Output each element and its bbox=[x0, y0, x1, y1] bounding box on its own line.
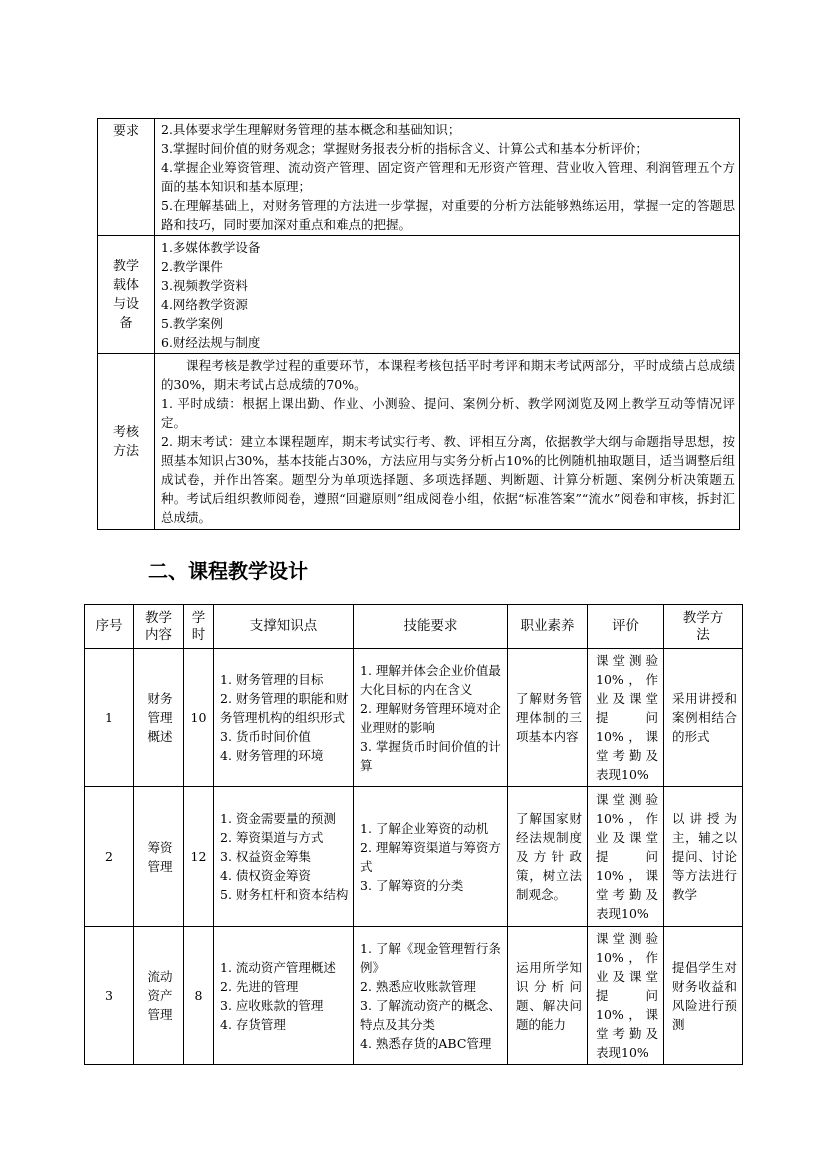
text-line: 2.教学课件 bbox=[161, 258, 223, 274]
row-skills bbox=[354, 927, 508, 1065]
knowledge-item: 1. 流动资产管理概述 bbox=[220, 959, 336, 975]
row-content: 财务管理概述 bbox=[134, 649, 184, 787]
text-line: 5.在理解基础上，对财务管理的方法进一步掌握，对重要的分析方法能够熟练运用，掌握一定的答题思路和技巧，同时要加深对重点和难点的把握。 bbox=[161, 198, 735, 232]
row-no: 3 bbox=[85, 927, 134, 1065]
row-label-assessment: 考核方法 bbox=[98, 354, 155, 530]
text-line: 1.多媒体教学设备 bbox=[161, 239, 261, 255]
row-label-requirements: 要求 bbox=[98, 119, 155, 236]
row-content: 筹资管理 bbox=[134, 787, 184, 927]
row-evaluation: 课堂测验10%，作业及课堂提问10%，课堂考勤及表现10% bbox=[588, 787, 664, 927]
header-evaluation: 评价 bbox=[588, 605, 664, 649]
text-line: 4.网络教学资源 bbox=[161, 296, 248, 312]
text-paragraph: 2. 期末考试：建立本课程题库，期末考试实行考、教、评相互分离，依据教学大纲与命题指导思想，按照基本知识占30%，基本技能占30%，方法应用与实务分析占10%的比例随机抽取题目，适当调整后组成试卷，并作出答案。题型分为单项选择题、多项选择题、判断题、计算分析题、案例分析决策题五种。考试后组织教师阅卷，遵照“回避原则”组成阅卷小组，依据“标准答案”“流水”阅卷和审核，拆封汇总成绩。 bbox=[161, 434, 735, 525]
row-evaluation: 课堂测验10%，作业及课堂提问10%，课堂考勤及表现10% bbox=[588, 927, 664, 1065]
skill-item: 1. 了解企业筹资的动机 bbox=[360, 820, 489, 836]
row-quality: 了解国家财经法规制度及方针政策，树立法制观念。 bbox=[508, 787, 588, 927]
row-knowledge bbox=[214, 649, 354, 787]
row-knowledge bbox=[214, 927, 354, 1065]
row-quality: 运用所学知识分析问题、解决问题的能力 bbox=[508, 927, 588, 1065]
text-line: 6.财经法规与制度 bbox=[161, 334, 261, 350]
text-paragraph: 1. 平时成绩：根据上课出勤、作业、小测验、提问、案例分析、教学网浏览及网上教学互动等情况评定。 bbox=[161, 396, 735, 430]
knowledge-item: 2. 先进的管理 bbox=[220, 978, 299, 994]
knowledge-item: 3. 权益资金筹集 bbox=[220, 849, 311, 864]
row-method: 以讲授为主，辅之以提问、讨论等方法进行教学 bbox=[664, 787, 743, 927]
course-design-table bbox=[84, 604, 743, 1065]
table-row bbox=[98, 119, 740, 236]
row-no: 1 bbox=[85, 649, 134, 787]
row-skills bbox=[354, 649, 508, 787]
row-method: 提倡学生对财务收益和风险进行预测 bbox=[664, 927, 743, 1065]
row-skills bbox=[354, 787, 508, 927]
row-quality: 了解财务管理体制的三项基本内容 bbox=[508, 649, 588, 787]
skill-item: 3. 了解流动资产的概念、特点及其分类 bbox=[360, 997, 501, 1032]
header-hours: 学时 bbox=[184, 605, 214, 649]
knowledge-item: 3. 应收账款的管理 bbox=[220, 997, 324, 1013]
header-quality: 职业素养 bbox=[508, 605, 588, 649]
row-hours: 8 bbox=[184, 927, 214, 1065]
text-line: 4.掌握企业筹资管理、流动资产管理、固定资产管理和无形资产管理、营业收入管理、利润管理五个方面的基本知识和基本原理； bbox=[161, 160, 735, 194]
table-row bbox=[85, 649, 743, 787]
skill-item: 1. 理解并体会企业价值最大化目标的内在含义 bbox=[360, 662, 501, 697]
skill-item: 2. 理解财务管理环境对企业理财的影响 bbox=[360, 700, 501, 735]
knowledge-item: 4. 存货管理 bbox=[220, 1016, 286, 1032]
table-row bbox=[98, 236, 740, 354]
row-method: 采用讲授和案例相结合的形式 bbox=[664, 649, 743, 787]
header-method: 教学方法 bbox=[664, 605, 743, 649]
knowledge-item: 3. 货币时间价值 bbox=[220, 729, 311, 744]
row-knowledge bbox=[214, 787, 354, 927]
header-content: 教学内容 bbox=[134, 605, 184, 649]
skill-item: 1. 了解《现金管理暂行条例》 bbox=[360, 940, 501, 975]
row-hours: 10 bbox=[184, 649, 214, 787]
knowledge-item: 1. 财务管理的目标 bbox=[220, 672, 324, 687]
teaching-media-content bbox=[155, 236, 740, 354]
knowledge-item: 4. 财务管理的环境 bbox=[220, 748, 324, 763]
row-evaluation: 课堂测验10%，作业及课堂提问10%，课堂考勤及表现10% bbox=[588, 649, 664, 787]
row-hours: 12 bbox=[184, 787, 214, 927]
row-content: 流动资产管理 bbox=[134, 927, 184, 1065]
requirements-content bbox=[155, 119, 740, 236]
header-row bbox=[85, 605, 743, 649]
knowledge-item: 2. 财务管理的职能和财务管理机构的组织形式 bbox=[220, 691, 349, 725]
header-skills: 技能要求 bbox=[354, 605, 508, 649]
assessment-content bbox=[155, 354, 740, 530]
knowledge-item: 4. 债权资金筹资 bbox=[220, 868, 311, 883]
text-line: 3.掌握时间价值的财务观念；掌握财务报表分析的指标含义、计算公式和基本分析评价； bbox=[161, 141, 648, 156]
section-title: 二、课程教学设计 bbox=[148, 559, 308, 583]
text-line: 5.教学案例 bbox=[161, 315, 223, 331]
text-line: 3.视频教学资料 bbox=[161, 277, 248, 293]
knowledge-item: 5. 财务杠杆和资本结构 bbox=[220, 887, 349, 902]
table-row bbox=[85, 787, 743, 927]
row-no: 2 bbox=[85, 787, 134, 927]
knowledge-item: 2. 筹资渠道与方式 bbox=[220, 830, 324, 845]
table-row bbox=[98, 354, 740, 530]
header-knowledge: 支撑知识点 bbox=[214, 605, 354, 649]
skill-item: 3. 掌握货币时间价值的计算 bbox=[360, 738, 501, 773]
knowledge-item: 1. 资金需要量的预测 bbox=[220, 811, 336, 826]
row-label-teaching-media: 教学载体与设备 bbox=[98, 236, 155, 354]
course-requirements-table bbox=[97, 118, 740, 530]
skill-item: 3. 了解筹资的分类 bbox=[360, 877, 464, 893]
skill-item: 2. 理解筹资渠道与筹资方式 bbox=[360, 839, 501, 874]
table-row bbox=[85, 927, 743, 1065]
text-paragraph: 课程考核是教学过程的重要环节，本课程考核包括平时考评和期末考试两部分，平时成绩占总成绩的30%，期末考试占总成绩的70%。 bbox=[161, 358, 735, 392]
text-line: 2.具体要求学生理解财务管理的基本概念和基础知识； bbox=[161, 122, 461, 137]
skill-item: 4. 熟悉存货的ABC管理 bbox=[360, 1035, 492, 1051]
header-no: 序号 bbox=[85, 605, 134, 649]
skill-item: 2. 熟悉应收账款管理 bbox=[360, 978, 476, 994]
